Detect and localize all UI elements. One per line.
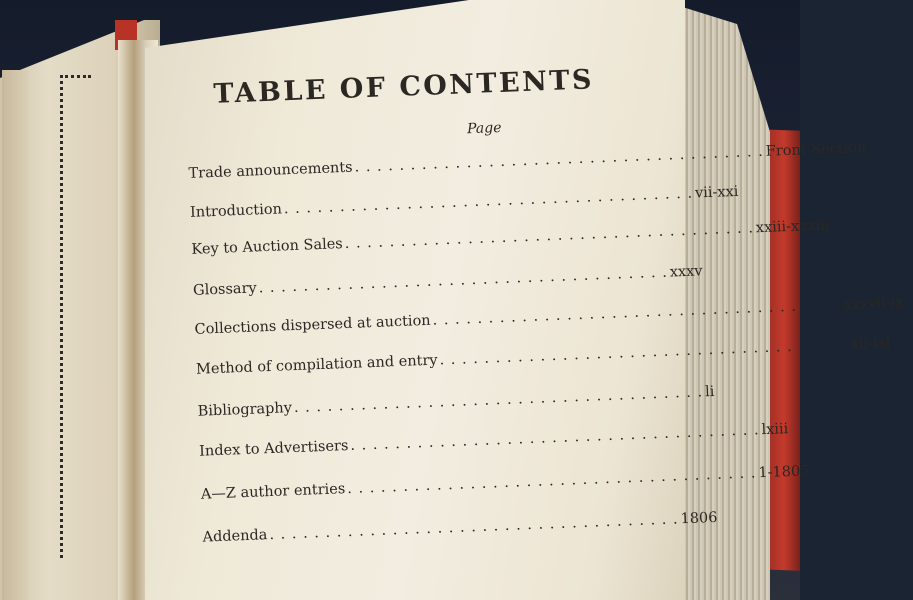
entry-label: Key to Auction Sales [191, 236, 344, 258]
page-column-header: Page [466, 119, 502, 138]
entry-page: 1-1805 [758, 463, 810, 482]
toc-entry [188, 139, 867, 182]
toc-entry [192, 263, 703, 299]
entry-page: xli-ixl [850, 335, 891, 353]
toc-entry [194, 294, 904, 338]
toc-entry [198, 421, 789, 460]
leader-dots: . . . . . . . . . . . . . . . . . . . . . . . . . . . . . . . . . . . . . [432, 296, 843, 329]
entry-page: xxxv [669, 263, 703, 281]
entry-label: Introduction [189, 201, 283, 221]
entry-label: Trade announcements [188, 159, 353, 182]
entry-label: Glossary [192, 280, 257, 299]
leader-dots: . . . . . . . . . . . . . . . . . . . . . . . . . . . . . . . . . . . . . [346, 465, 757, 498]
toc-entry [195, 335, 891, 378]
leader-dots: . . . . . . . . . . . . . . . . . . . . . . . . . . . . . . . . . . . . . [258, 264, 669, 297]
toc-entry [197, 383, 715, 420]
entry-label: Method of compilation and entry [195, 352, 438, 378]
toc-entry [202, 509, 718, 546]
leader-dots: . . . . . . . . . . . . . . . . . . . . . . . . . . . . . . . . . . . . . [269, 511, 679, 544]
entry-page: Front Section [765, 139, 867, 160]
toc-entry [191, 217, 830, 258]
toc-entry [189, 183, 739, 221]
entry-label: Addenda [202, 527, 268, 546]
leader-dots: . . . . . . . . . . . . . . . . . . . . . . . . . . . . . . . . . . . . . [293, 384, 704, 417]
leader-dots: . . . . . . . . . . . . . . . . . . . . . . . . . . . . . . . . . . . . . [283, 185, 694, 218]
entry-label: Collections dispersed at auction [194, 312, 431, 338]
left-page-edge [2, 70, 28, 600]
entry-label: Bibliography [197, 400, 293, 420]
entry-page: vii-xxi [694, 183, 739, 202]
entry-page: 1806 [680, 509, 718, 528]
entry-page: xxxvii-ix [843, 294, 904, 313]
leader-dots: . . . . . . . . . . . . . . . . . . . . . . . . . . . . . . . . . . . . . [439, 336, 850, 369]
leader-dots: . . . . . . . . . . . . . . . . . . . . . . . . . . . . . . . . . . . . . [354, 143, 765, 176]
entry-page: li [704, 383, 715, 401]
entry-label: Index to Advertisers [198, 438, 349, 460]
entry-page: lxiii [761, 421, 789, 439]
table-of-contents [185, 64, 904, 580]
leader-dots: . . . . . . . . . . . . . . . . . . . . . . . . . . . . . . . . . . . . . [350, 422, 760, 454]
entry-page: xxiii-xxxiii [755, 217, 830, 237]
dotted-border [60, 75, 91, 558]
toc-entry [200, 463, 810, 503]
toc-title: TABLE OF CONTENTS [212, 64, 595, 110]
entry-label: A—Z author entries [200, 481, 346, 503]
leader-dots: . . . . . . . . . . . . . . . . . . . . . . . . . . . . . . . . . . . . . [344, 220, 755, 252]
